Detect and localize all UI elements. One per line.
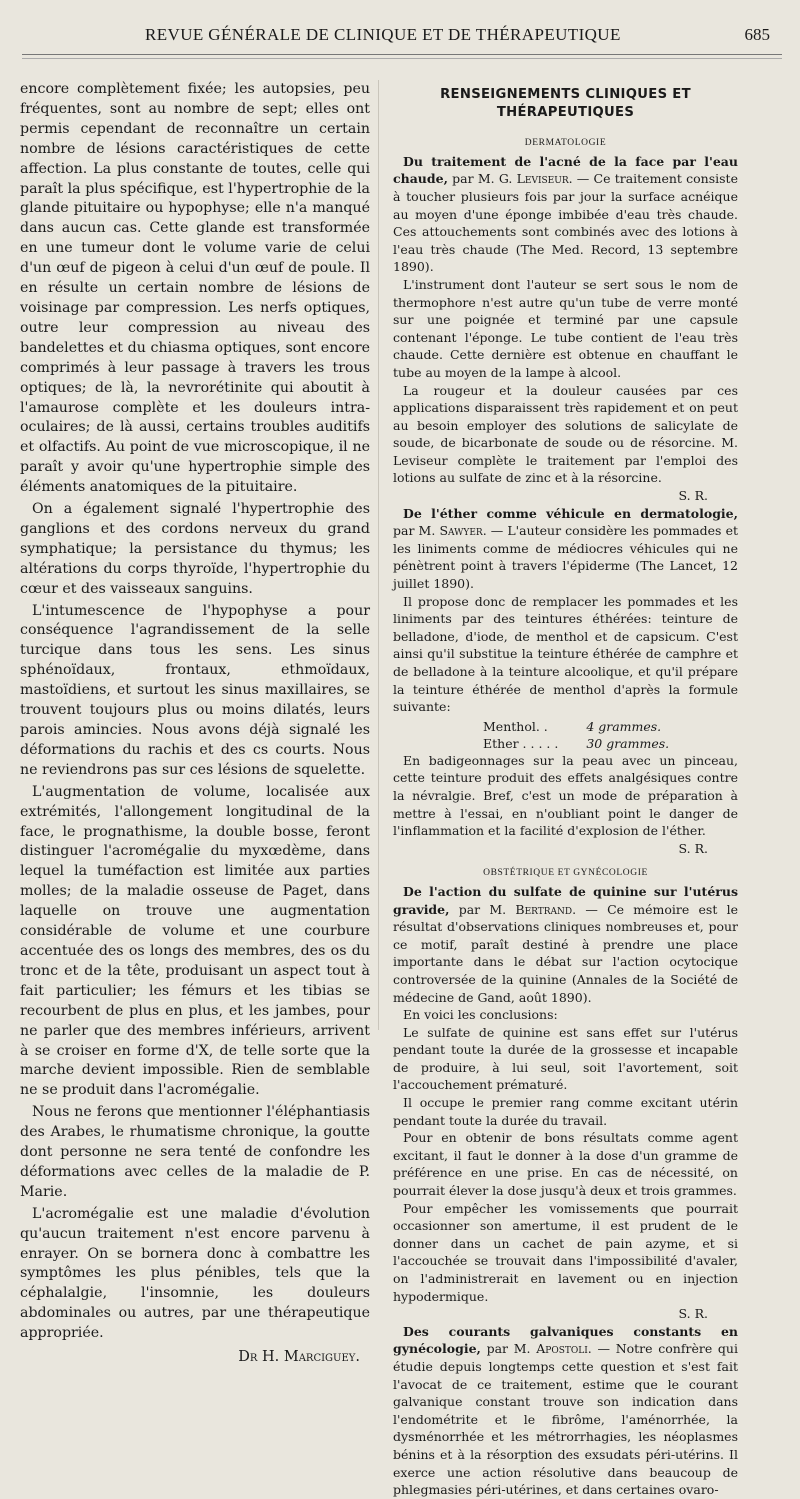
author-prefix: par M. <box>486 1341 537 1357</box>
paragraph: Nous ne ferons que mentionner l'éléphantiasis des Arabes, le rhumatisme chronique, la goutte dont personne ne sera tenté de confondre les déformations avec celles de la maladie de P. Marie. <box>20 1104 370 1200</box>
article-text: . — L'auteur considère les pommades et les liniments comme de médiocres véhicules qui ne pénètrent point à travers l'épiderme (The Lancet, 12 juillet 1890). <box>393 523 738 592</box>
right-column <box>393 86 738 1499</box>
article-paragraph: Pour en obtenir de bons résultats comme agent excitant, il faut le donner à la dose d'un gramme de préférence en une prise. En cas de nécessité, on pourrait élever la dose jusqu'à deux et trois grammes. <box>393 1130 738 1199</box>
article-intro <box>393 153 738 276</box>
article-initials: S. R. <box>678 488 708 504</box>
article-intro <box>393 883 738 1006</box>
article-text: . — Ce traitement consiste à toucher plusieurs fois par jour la surface acnéique au moyen d'une éponge imbibée d'eau très chaude. Ces attouchements sont combinés avec des lotions à l'eau très chaude (The Med. Record, 13 septembre 1890). <box>393 171 738 275</box>
formula-table <box>483 718 677 752</box>
formula-quantity: 30 grammes. <box>586 735 670 751</box>
article-paragraph: En voici les conclusions: <box>403 1007 558 1023</box>
article-text: . — Notre confrère qui étudie depuis longtemps cette question et s'est fait l'avocat de ce traitement, estime que le courant galvanique constant trouve son indication dans l'endométrite et le fibrôme, l'aménorrhée, la dysménorrhée et les métrorrhagies, les néoplasmes bénins et à la résorption des exsudats péri-utérins. Il exerce une action résolutive dans beaucoup de phlegmasies péri-utérines, et dans certaines ovaro- <box>393 1341 738 1498</box>
formula-ingredient: Menthol. . <box>483 718 548 734</box>
running-header <box>30 25 770 51</box>
header-rule <box>22 54 782 55</box>
article-text: . — Ce mémoire est le résultat d'observations cliniques nombreuses et, pour ce motif, paraît destiné à prendre une place importante dans le débat sur l'action ocytocique controversée de la quinine (Annales de la Société de médecine de Gand, août 1890). <box>393 901 738 1005</box>
article-paragraph: Il propose donc de remplacer les pommades et les liniments par des teintures éthérées: teinture de belladone, d'iode, de menthol et de capsicum. C'est ainsi qu'il substitue la teinture éthérée de camphre et de belladone à la teinture alcoolique, et qu'il prépare la teinture éthérée de menthol d'après la formule suivante: <box>393 593 738 715</box>
article-intro <box>393 505 738 593</box>
page-number: 685 <box>744 25 770 44</box>
section-heading: RENSEIGNEMENTS CLINIQUES ET THÉRAPEUTIQUES <box>440 87 691 120</box>
article-paragraph: Pour empêcher les vomissements que pourrait occasionner son amertume, il est prudent de le donner dans un cachet de pain azyme, et si l'accouchée se trouvait dans l'impossibilité d'avaler, on l'administrerait en lavement ou en injection hypodermique. <box>393 1200 738 1304</box>
author-prefix: par M. G. <box>452 171 517 187</box>
article-author: Sawyer <box>439 523 483 539</box>
author-prefix: par M. <box>393 523 440 539</box>
formula-ingredient: Ether . . . . . <box>483 735 559 751</box>
left-column <box>20 80 370 1368</box>
author-prefix: par M. <box>458 901 516 917</box>
column-divider <box>378 80 379 1030</box>
paragraph: L'acromégalie est une maladie d'évolution qu'aucun traitement n'est encore parvenu à enrayer. On se bornera donc à combattre les symptômes les plus pénibles, tels que la céphalalgie, l'insomnie, les douleurs abdominales ou autres, par une thérapeutique appropriée. <box>20 1205 370 1342</box>
article-title: De l'action du sulfate de quinine sur l'utérus gravide, <box>393 883 738 917</box>
author-signature: Dr H. Marciguey. <box>238 1349 360 1366</box>
article-author: Apostoli <box>536 1341 588 1357</box>
section-label-dermatologie: DERMATOLOGIE <box>524 138 607 149</box>
paragraph: encore complètement fixée; les autopsies, peu fréquentes, sont au nombre de sept; elles ont permis cependant de reconnaître un certain nombre de lésions caractéristiques de cette affection. La plus constante de toutes, celle qui paraît la plus spécifique, est l'hypertrophie de la glande pituitaire ou hypophyse; elle n'a manqué dans aucun cas. Cette glande est transformée en une tumeur dont le volume varie de celui d'un œuf de pigeon à celui d'un œuf de poule. Il en résulte un certain nombre de lésions de voisinage par compression. Les nerfs optiques, outre leur compression au niveau des bandelettes et du chiasma optiques, sont encore comprimés à leur passage à travers les trous optiques; de là, la nevrorétinite qui aboutit à l'amaurose complète et les douleurs intra-oculaires; de là aussi, certains troubles auditifs et olfactifs. Au point de vue microscopique, il ne paraît y avoir qu'une hypertrophie simple des éléments anatomiques de la pituitaire. <box>20 81 370 496</box>
article-initials: S. R. <box>678 1306 708 1322</box>
section-label-obstetrique: OBSTÉTRIQUE ET GYNÉCOLOGIE <box>483 868 648 879</box>
journal-title: REVUE GÉNÉRALE DE CLINIQUE ET DE THÉRAPEUTIQUE <box>145 25 621 44</box>
article-title: De l'éther comme véhicule en dermatologie, <box>403 505 738 521</box>
article-author: Bertrand <box>515 901 573 917</box>
article-title: Des courants galvaniques constants en gynécologie, <box>393 1323 738 1357</box>
formula-row <box>483 718 677 735</box>
formula-quantity: 4 grammes. <box>586 718 662 734</box>
paragraph: L'intumescence de l'hypophyse a pour conséquence l'agrandissement de la selle turcique dans tous les sens. Les sinus sphénoïdaux, frontaux, ethmoïdaux, mastoïdiens, et surtout les sinus maxillaires, se trouvent toujours plus ou moins dilatés, leurs parois amincies. Nous avons déjà signalé les déformations du rachis et des cs courts. Nous ne reviendrons pas sur ces lésions de squelette. <box>20 602 370 778</box>
header-rule-secondary <box>22 58 782 59</box>
article-paragraph: En badigeonnages sur la peau avec un pinceau, cette teinture produit des effets analgésiques contre la névralgie. Bref, c'est un mode de préparation à mettre à l'essai, en n'oubliant point le danger de l'inflammation et la facilité d'explosion de l'éther. <box>393 752 738 839</box>
article-paragraph: Le sulfate de quinine est sans effet sur l'utérus pendant toute la durée de la grossesse et incapable de produire, à lui seul, soit l'avortement, soit l'accouchement prématuré. <box>393 1024 738 1093</box>
article-intro <box>393 1323 738 1499</box>
paragraph: On a également signalé l'hypertrophie des ganglions et des cordons nerveux du grand symphatique; la persistance du thymus; les altérations du corps thyroïde, l'hypertrophie du cœur et des vaisseaux sanguins. <box>20 501 370 597</box>
article-paragraph: L'instrument dont l'auteur se sert sous le nom de thermophore n'est autre qu'un tube de verre monté sur une poignée et terminé par une capsule contenant l'éponge. Le tube contient de l'eau très chaude. Cette dernière est obtenue en chauffant le tube au moyen de la lampe à alcool. <box>393 276 738 380</box>
article-author: Leviseur <box>516 171 569 187</box>
article-initials: S. R. <box>678 840 708 856</box>
paragraph: L'augmentation de volume, localisée aux extrémités, l'allongement longitudinal de la face, le prognathisme, la double bosse, feront distinguer l'acromégalie du myxœdème, dans lequel la tuméfaction est limitée aux parties molles; de la maladie osseuse de Paget, dans laquelle on trouve une augmentation considérable de volume et une courbure accentuée des os longs des membres, des os du tronc et de la tête, produisant un aspect tout à fait particulier; les fémurs et les tibias se recourbent de plus en plus, et les jambes, pour ne parler que des membres inférieurs, arrivent à se croiser en forme d'X, de telle sorte que la marche devient impossible. Rien de semblable ne se produit dans l'acromégalie. <box>20 783 370 1099</box>
article-title: Du traitement de l'acné de la face par l'eau chaude, <box>393 153 738 187</box>
article-paragraph: Il occupe le premier rang comme excitant utérin pendant toute la durée du travail. <box>393 1095 738 1128</box>
formula-row <box>483 735 677 752</box>
article-paragraph: La rougeur et la douleur causées par ces applications disparaissent très rapidement et on peut au besoin employer des solutions de salicylate de soude, de bicarbonate de soude ou de résorcine. M. Leviseur complète le traitement par l'emploi des lotions au sulfate de zinc et à la résorcine. <box>393 382 738 486</box>
